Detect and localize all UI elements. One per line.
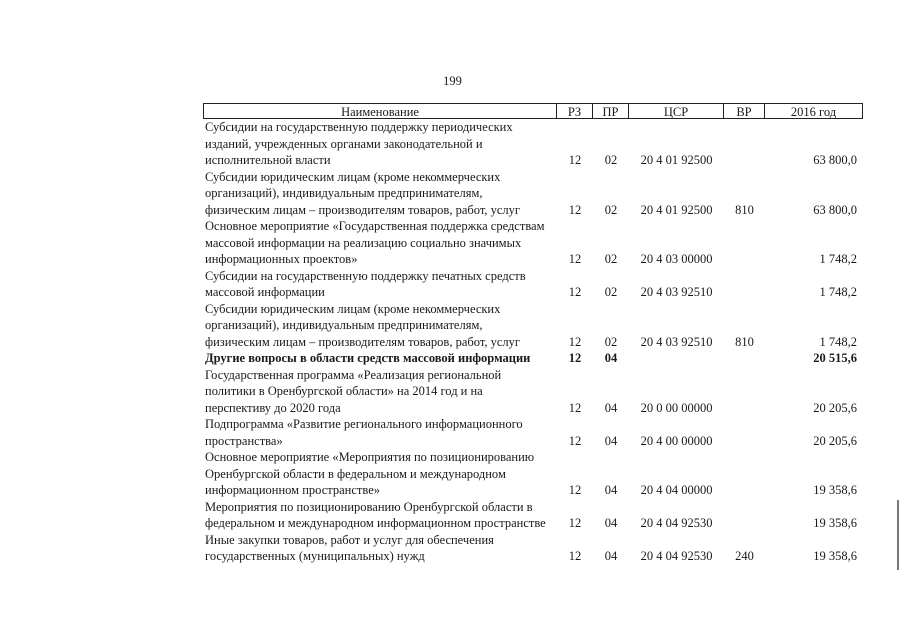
row-vr: 240	[735, 549, 754, 563]
row-csr: 20 0 00 00000	[640, 400, 713, 415]
row-amount: 19 358,6	[813, 516, 857, 530]
row-rz: 12	[568, 153, 582, 167]
row-csr: 20 4 04 92530	[640, 549, 713, 563]
page-number: 199	[443, 74, 462, 88]
row-csr: 20 4 03 92510	[640, 334, 713, 349]
row-pr: 02	[604, 334, 618, 349]
row-amount: 1 748,2	[819, 285, 857, 299]
scan-edge-mark	[897, 500, 899, 570]
table-row	[203, 416, 863, 449]
row-name: Государственная программа «Реализация региональной политики в Оренбургской области» на 2014 год и на перспективу до 2020 года	[205, 367, 502, 415]
row-rz: 12	[568, 433, 582, 448]
row-amount: 19 358,6	[813, 483, 857, 497]
table-row	[203, 367, 863, 417]
row-csr: 20 4 04 92530	[640, 516, 713, 530]
row-rz: 12	[568, 252, 582, 266]
row-pr: 02	[604, 285, 618, 299]
row-rz: 12	[568, 400, 582, 415]
row-name: Подпрограмма «Развитие регионального информационного пространства»	[205, 417, 523, 448]
row-pr: 04	[604, 549, 618, 563]
row-csr: 20 4 01 92500	[640, 202, 713, 217]
row-rz: 12	[568, 334, 582, 349]
row-pr: 02	[604, 252, 618, 266]
row-name: Субсидии на государственную поддержку печатных средств массовой информации	[205, 268, 526, 299]
table-row	[203, 532, 863, 565]
header-csr: ЦСР	[629, 103, 724, 119]
row-csr: 20 4 01 92500	[640, 153, 713, 167]
row-amount: 1 748,2	[819, 334, 857, 349]
row-pr: 04	[604, 433, 618, 448]
table-row	[203, 499, 863, 532]
row-name: Субсидии на государственную поддержку периодических изданий, учрежденных органами законодательной и исполнительной власти	[205, 120, 513, 167]
header-name: Наименование	[203, 103, 557, 119]
row-amount: 20 205,6	[813, 400, 857, 415]
row-pr: 04	[604, 483, 618, 497]
row-name: Мероприятия по позиционированию Оренбургской области в федеральном и международном информационном пространстве	[205, 499, 546, 530]
row-pr: 02	[604, 202, 618, 217]
row-vr: 810	[735, 202, 754, 217]
row-amount: 1 748,2	[819, 252, 857, 266]
row-rz: 12	[568, 285, 582, 299]
row-rz: 12	[568, 351, 582, 365]
row-amount: 20 205,6	[813, 433, 857, 448]
row-amount: 20 515,6	[813, 351, 857, 365]
table-row	[203, 119, 863, 169]
header-rz: РЗ	[557, 103, 593, 119]
row-name: Другие вопросы в области средств массовой информации	[205, 351, 531, 365]
row-name: Субсидии юридическим лицам (кроме некоммерческих организаций), индивидуальным предпринимателям, физическим лицам – производителям товаров, работ, услуг	[205, 169, 521, 217]
row-name: Основное мероприятие «Государственная поддержка средствам массовой информации на реализацию социально значимых информационных проектов»	[205, 219, 545, 266]
row-csr: 20 4 03 00000	[640, 252, 713, 266]
header-year: 2016 год	[765, 103, 863, 119]
row-csr: 20 4 00 00000	[640, 433, 713, 448]
table-row	[203, 449, 863, 499]
row-name: Основное мероприятие «Мероприятия по позиционированию Оренбургской области в федеральном и международном информационном пространстве»	[205, 450, 535, 497]
row-name: Субсидии юридическим лицам (кроме некоммерческих организаций), индивидуальным предпринимателям, физическим лицам – производителям товаров, работ, услуг	[205, 301, 521, 349]
row-pr: 04	[604, 351, 618, 365]
header-pr: ПР	[593, 103, 629, 119]
row-rz: 12	[568, 483, 582, 497]
table-body	[203, 119, 863, 565]
row-pr: 04	[604, 516, 618, 530]
table-row	[203, 350, 863, 367]
row-rz: 12	[568, 202, 582, 217]
row-rz: 12	[568, 549, 582, 563]
table-header	[203, 103, 863, 119]
row-name: Иные закупки товаров, работ и услуг для обеспечения государственных (муниципальных) нужд	[205, 532, 494, 563]
table-row	[203, 218, 863, 268]
header-vr: ВР	[724, 103, 765, 119]
table-row	[203, 169, 863, 219]
row-pr: 02	[604, 153, 618, 167]
row-pr: 04	[604, 400, 618, 415]
row-vr: 810	[735, 334, 754, 349]
table-row	[203, 268, 863, 301]
row-amount: 63 800,0	[813, 202, 857, 217]
row-amount: 63 800,0	[813, 153, 857, 167]
table-row	[203, 301, 863, 351]
row-csr: 20 4 03 92510	[640, 285, 713, 299]
row-csr: 20 4 04 00000	[640, 483, 713, 497]
row-amount: 19 358,6	[813, 549, 857, 563]
row-rz: 12	[568, 516, 582, 530]
budget-table	[203, 103, 863, 565]
